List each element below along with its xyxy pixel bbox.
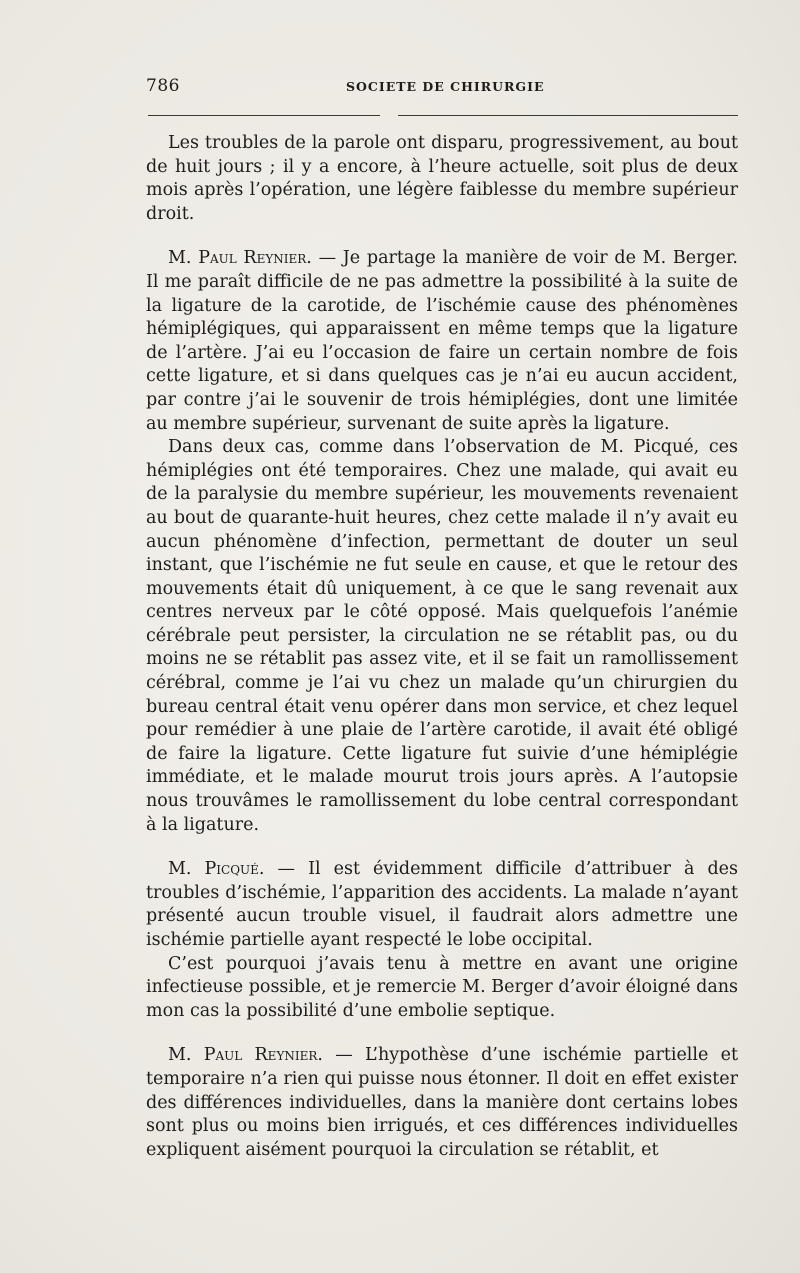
paragraph-3 [146,436,738,837]
paragraph-6 [146,1044,738,1162]
paragraph-3-text: Dans deux cas, comme dans l’observation de M. Picqué, ces hémiplégies ont été temporaires. Chez une malade, qui avait eu de la paralysie du membre supérieur, les mouvements revenaient au bout de quarante-huit heures, chez cette malade il n’y avait eu aucun phénomène d’infection, permettant de douter un seul instant, que l’ischémie ne fut seule en cause, et que le retour des mouvements était dû uniquement, à ce que le sang revenait aux centres nerveux par le côté opposé. Mais quelquefois l’anémie cérébrale peut persister, la circulation ne se rétablit pas, ou du moins ne se rétablit pas assez vite, et il se fait un ramollissement cérébral, comme je l’ai vu chez un malade qu’un chirurgien du bureau central était venu opérer dans mon service, et chez lequel pour remédier à une plaie de l’artère carotide, il avait été obligé de faire la ligature. Cette ligature fut suivie d’une hémiplégie immédiate, et le malade mourut trois jours après. A l’autopsie nous trouvâmes le ramollissement du lobe central correspondant à la ligature. [146,437,738,835]
paragraph-2-text: — Je partage la manière de voir de M. Berger. Il me paraît difficile de ne pas admettre la possibilité à la suite de la ligature de la carotide, de l’ischémie cause des phénomènes hémiplégiques, qui apparaissent en même temps que la ligature de l’artère. J’ai eu l’occasion de faire un certain nombre de fois cette ligature, et si dans quelques cas je n’ai eu aucun accident, par contre j’ai le souvenir de trois hémiplégies, dont une limitée au membre supérieur, survenant de suite après la ligature. [146,248,738,434]
paragraph-5 [146,953,738,1024]
speaker-reynier-2: M. Paul Reynier. [168,1045,323,1066]
header-rule-left [148,115,380,116]
paragraph-4 [146,858,738,952]
running-title: SOCIETE DE CHIRURGIE [346,79,545,94]
body-text [146,132,738,1162]
header-rule-right [398,115,738,116]
speaker-picque: M. Picqué. [168,859,265,880]
page-number: 786 [146,76,180,96]
speaker-reynier: M. Paul Reynier. [168,248,312,269]
paragraph-1-text: Les troubles de la parole ont disparu, progressivement, au bout de huit jours ; il y a encore, à l’heure actuelle, soit plus de deux mois après l’opération, une légère faiblesse du membre supérieur droit. [146,133,738,224]
paragraph-4-text: — Il est évidemment difficile d’attribuer à des troubles d’ischémie, l’apparition des accidents. La malade n’ayant présenté aucun trouble visuel, il faudrait alors admettre une ischémie partielle ayant respecté le lobe occipital. [146,859,739,950]
paragraph-6-text: — L’hypothèse d’une ischémie partielle et temporaire n’a rien qui puisse nous étonner. Il doit en effet exister des différences individuelles, dans la manière dont certains lobes sont plus ou moins bien irrigués, et ces différences individuelles expliquent aisément pourquoi la circulation se rétablit, et [146,1045,738,1160]
page-header [146,76,738,100]
paragraph-1 [146,132,738,226]
paragraph-2 [146,247,738,436]
paragraph-5-text: C’est pourquoi j’avais tenu à mettre en avant une origine infectieuse possible, et je remercie M. Berger d’avoir éloigné dans mon cas la possibilité d’une embolie septique. [146,953,738,1021]
